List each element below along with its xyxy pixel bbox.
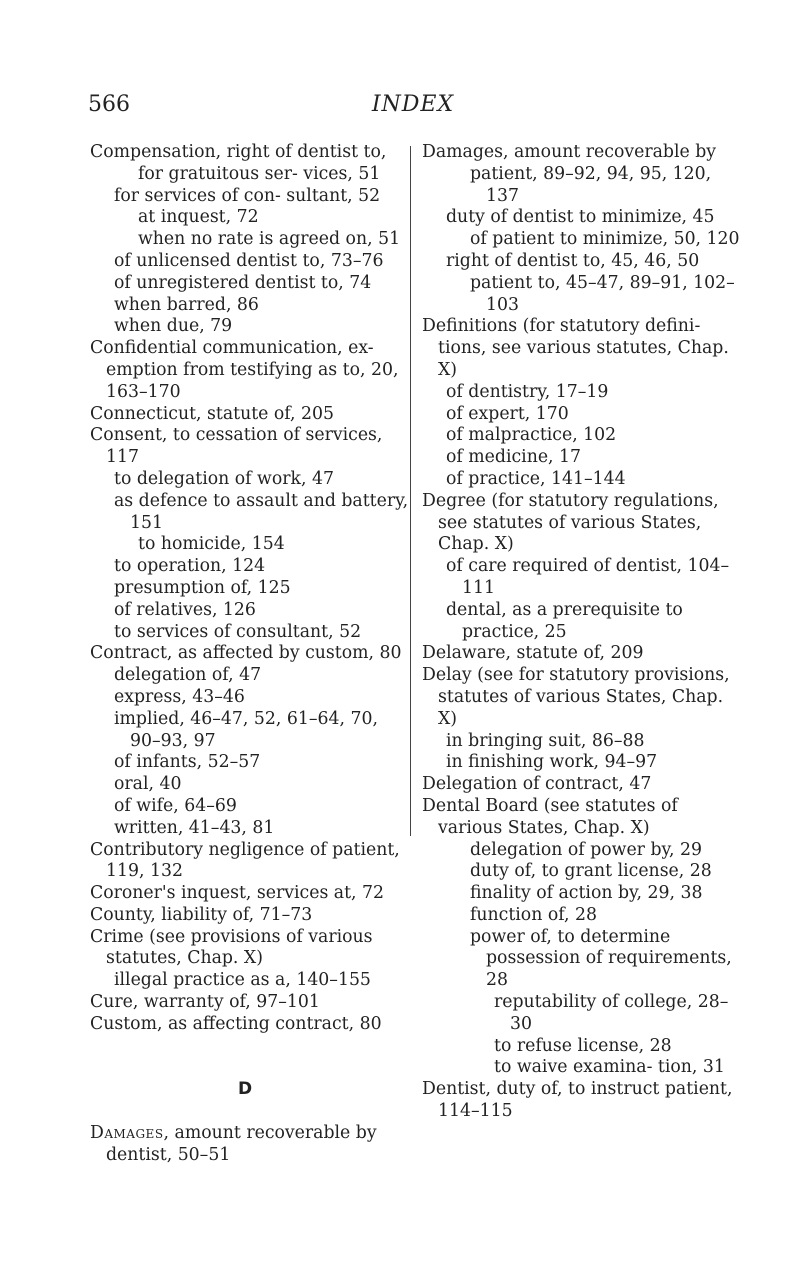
index-entries-right xyxy=(422,142,744,1123)
index-column-left xyxy=(90,142,410,1167)
index-entry: in finishing work, 94–97 xyxy=(446,752,658,773)
index-entry: County, liability of, 71–73 xyxy=(90,904,313,925)
index-entry: of dentistry, 17–19 xyxy=(446,381,609,402)
index-entry: Custom, as affecting contract, 80 xyxy=(90,1013,382,1034)
index-entry: Definitions (for statutory defini- tions, see various statutes, Chap. X) xyxy=(422,316,729,380)
index-entry: Dental Board (see statutes of various States, Chap. X) xyxy=(422,795,678,838)
index-entry: illegal practice as a, 140–155 xyxy=(114,970,371,991)
index-entries-left xyxy=(90,142,410,1036)
index-entry: function of, 28 xyxy=(470,904,597,925)
index-entry: Delaware, statute of, 209 xyxy=(422,643,644,664)
index-entry: Dentist, duty of, to instruct patient, 114–115 xyxy=(422,1079,733,1122)
index-entry: Delay (see for statutory provisions, statutes of various States, Chap. X) xyxy=(422,665,730,729)
index-entry: duty of, to grant license, 28 xyxy=(470,861,712,882)
index-entry: as defence to assault and battery, 151 xyxy=(114,490,409,533)
index-entry: to delegation of work, 47 xyxy=(114,468,334,489)
page-number: 566 xyxy=(88,92,130,117)
section-letter: D xyxy=(237,1078,253,1099)
index-entry: Cure, warranty of, 97–101 xyxy=(90,992,320,1013)
index-entry: patient to, 45–47, 89–91, 102–103 xyxy=(470,272,735,315)
index-entry: Consent, to cessation of services, 117 xyxy=(90,425,383,468)
index-entry: duty of dentist to minimize, 45 xyxy=(446,207,715,228)
index-entry: presumption of, 125 xyxy=(114,577,291,598)
index-entry: when due, 79 xyxy=(114,316,233,337)
index-entry: finality of action by, 29, 38 xyxy=(470,883,703,904)
index-entry: in bringing suit, 86–88 xyxy=(446,730,645,751)
index-entry: of malpractice, 102 xyxy=(446,425,617,446)
index-entry: to services of consultant, 52 xyxy=(114,621,362,642)
index-entry: Confidential communication, ex- emption from testifying as to, 20, 163–170 xyxy=(90,338,399,402)
index-entry: of unregistered dentist to, 74 xyxy=(114,272,372,293)
index-entry: express, 43–46 xyxy=(114,686,245,707)
index-entry: for gratuitous ser- vices, 51 xyxy=(138,163,381,184)
index-entry: Compensation, right of dentist to, xyxy=(90,142,387,162)
index-entry: Degree (for statutory regulations, see statutes of various States, Chap. X) xyxy=(422,490,719,555)
index-entry: when no rate is agreed on, 51 xyxy=(138,229,401,250)
index-entry: of infants, 52–57 xyxy=(114,752,261,773)
index-entry xyxy=(90,1123,410,1167)
index-entry: for services of con- sultant, 52 xyxy=(114,185,381,206)
index-entry: to operation, 124 xyxy=(114,556,266,577)
index-entry: of medicine, 17 xyxy=(446,447,582,468)
index-entry: written, 41–43, 81 xyxy=(114,817,275,838)
running-head: INDEX xyxy=(371,92,455,117)
index-entry: reputability of college, 28–30 xyxy=(494,992,729,1034)
index-entry: Delegation of contract, 47 xyxy=(422,774,652,795)
index-entry: delegation of, 47 xyxy=(114,665,262,686)
index-entry: implied, 46–47, 52, 61–64, 70, 90–93, 97 xyxy=(114,708,378,751)
index-entry: of care required of dentist, 104–111 xyxy=(446,556,730,598)
index-entry: of wife, 64–69 xyxy=(114,795,237,816)
index-entry: Contract, as affected by custom, 80 xyxy=(90,643,402,664)
index-entry: of relatives, 126 xyxy=(114,599,256,620)
index-entry: power of, to determine possession of requirements, 28 xyxy=(470,926,732,991)
index-entry: of unlicensed dentist to, 73–76 xyxy=(114,250,384,271)
index-column-right xyxy=(422,142,744,1123)
index-entry: to waive examina- tion, 31 xyxy=(494,1057,725,1078)
index-entry: patient, 89–92, 94, 95, 120, 137 xyxy=(470,163,712,206)
index-entry: to refuse license, 28 xyxy=(494,1035,672,1056)
index-entry: oral, 40 xyxy=(114,774,182,795)
index-entry: of patient to minimize, 50, 120 xyxy=(470,229,740,250)
index-entry: of expert, 170 xyxy=(446,403,569,424)
index-entry: at inquest, 72 xyxy=(138,207,259,228)
index-entry: delegation of power by, 29 xyxy=(470,839,702,860)
column-divider xyxy=(410,146,411,836)
index-entry: Crime (see provisions of various statutes, Chap. X) xyxy=(90,926,373,969)
index-entry: when barred, 86 xyxy=(114,294,259,315)
index-entry: to homicide, 154 xyxy=(138,534,285,555)
index-entry-head: Damages xyxy=(90,1123,164,1144)
index-entry: right of dentist to, 45, 46, 50 xyxy=(446,250,700,271)
index-entry: Contributory negligence of patient, 119, 132 xyxy=(90,839,400,882)
page-header xyxy=(88,92,738,124)
index-entry: Damages, amount recoverable by xyxy=(422,142,717,162)
index-entry: Connecticut, statute of, 205 xyxy=(90,403,335,424)
index-entry: of practice, 141–144 xyxy=(446,468,626,489)
index-entry-rest: , amount recoverable by dentist, 50–51 xyxy=(106,1123,377,1166)
index-entry: dental, as a prerequisite to practice, 25 xyxy=(446,599,683,642)
index-entry: Coroner's inquest, services at, 72 xyxy=(90,883,385,904)
